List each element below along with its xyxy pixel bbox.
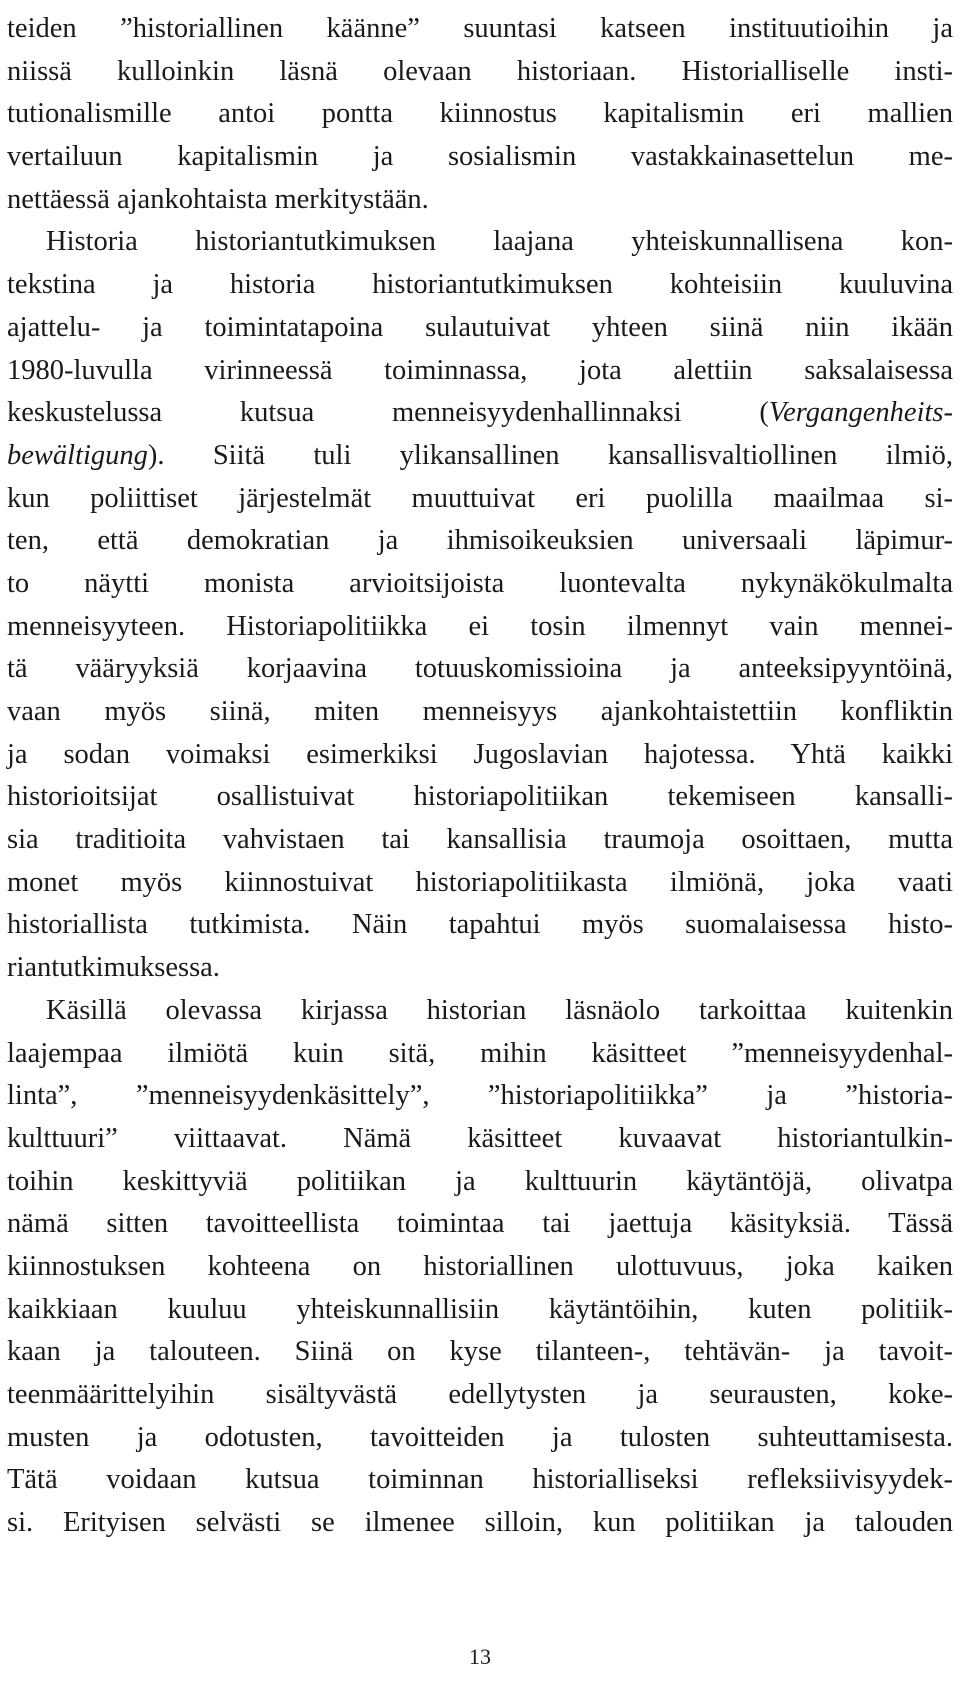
text-line: Käsillä olevassa kirjassa historian läsnäolo tarkoittaa kuitenkin <box>46 994 953 1026</box>
text-line: kun poliittiset järjestelmät muuttuivat eri puolilla maailmaa si- <box>7 482 953 514</box>
text-line: ajattelu- ja toimintatapoina sulautuivat yhteen siinä niin ikään <box>7 311 953 343</box>
text-line: ten, että demokratian ja ihmisoikeuksien universaali läpimur- <box>7 525 953 557</box>
paragraph-2 <box>7 221 953 989</box>
text-line: monet myös kiinnostuivat historiapolitiikasta ilmiönä, joka vaati <box>7 866 953 898</box>
text-line: 1980-luvulla virinneessä toiminnassa, jota alettiin saksalaisessa <box>7 354 953 386</box>
text-line-with-italic <box>7 435 953 478</box>
text-line: tekstina ja historia historiantutkimuksen kohteisiin kuuluvina <box>7 269 953 301</box>
text-run: keskustelussa kutsua menneisyydenhallinnaksi ( <box>7 397 769 429</box>
page-number: 13 <box>469 1644 491 1669</box>
text-line-with-italic <box>7 392 953 435</box>
text-line: nämä sitten tavoitteellista toimintaa tai jaettuja käsityksiä. Tässä <box>7 1208 953 1240</box>
text-line: kulttuuri” viittaavat. Nämä käsitteet kuvaavat historiantulkin- <box>7 1122 953 1154</box>
text-line: teiden ”historiallinen käänne” suuntasi katseen instituutioihin ja <box>7 13 953 44</box>
text-line: Historia historiantutkimuksen laajana yhteiskunnallisena kon- <box>46 226 953 258</box>
text-line: kaikkiaan kuuluu yhteiskunnallisiin käytäntöihin, kuten politiik- <box>7 1293 953 1325</box>
paragraph-3 <box>7 990 953 1545</box>
paragraph-1 <box>7 8 953 221</box>
text-line: niissä kulloinkin läsnä olevaan historiaan. Historialliselle insti- <box>7 55 953 87</box>
book-page <box>7 8 953 1545</box>
text-line: tä vääryyksiä korjaavina totuuskomissioina ja anteeksipyyntöinä, <box>7 653 953 685</box>
text-line: historioitsijat osallistuivat historiapolitiikan tekemiseen kansalli- <box>7 781 953 813</box>
text-line: riantutkimuksessa. <box>7 952 220 984</box>
text-run: ). Siitä tuli ylikansallinen kansallisvaltiollinen ilmiö, <box>147 439 953 471</box>
text-line: teenmäärittelyihin sisältyvästä edellytysten ja seurausten, koke- <box>7 1379 953 1410</box>
text-line: linta”, ”menneisyydenkäsittely”, ”historiapolitiikka” ja ”historia- <box>7 1080 953 1112</box>
text-line: kaan ja talouteen. Siinä on kyse tilanteen-, tehtävän- ja tavoit- <box>7 1336 953 1368</box>
italic-term: Vergangenheits- <box>768 397 953 429</box>
text-line: ja sodan voimaksi esimerkiksi Jugoslavian hajotessa. Yhtä kaikki <box>7 738 953 770</box>
italic-term: bewältigung <box>7 439 148 471</box>
text-line: vaan myös siinä, miten menneisyys ajankohtaistettiin konfliktin <box>7 696 953 727</box>
text-line: si. Erityisen selvästi se ilmenee silloin, kun politiikan ja talouden <box>7 1507 953 1539</box>
text-line: menneisyyteen. Historiapolitiikka ei tosin ilmennyt vain mennei- <box>7 610 953 642</box>
text-line: tutionalismille antoi pontta kiinnostus kapitalismin eri mallien <box>7 98 953 130</box>
text-line: historiallista tutkimista. Näin tapahtui myös suomalaisessa histo- <box>7 909 953 941</box>
text-line: to näytti monista arvioitsijoista luontevalta nykynäkökulmalta <box>7 567 953 599</box>
text-line: toihin keskittyviä politiikan ja kulttuurin käytäntöjä, olivatpa <box>7 1165 953 1197</box>
text-line: musten ja odotusten, tavoitteiden ja tulosten suhteuttamisesta. <box>7 1421 953 1453</box>
text-line: Tätä voidaan kutsua toiminnan historialliseksi refleksiivisyydek- <box>7 1464 953 1496</box>
text-line: vertailuun kapitalismin ja sosialismin vastakkainasettelun me- <box>7 141 953 173</box>
text-line: kiinnostuksen kohteena on historiallinen ulottuvuus, joka kaiken <box>7 1250 953 1282</box>
text-line: sia traditioita vahvistaen tai kansallisia traumoja osoittaen, mutta <box>7 824 953 856</box>
text-line: nettäessä ajankohtaista merkitystään. <box>7 183 429 215</box>
text-line: laajempaa ilmiötä kuin sitä, mihin käsitteet ”menneisyydenhal- <box>7 1037 953 1069</box>
